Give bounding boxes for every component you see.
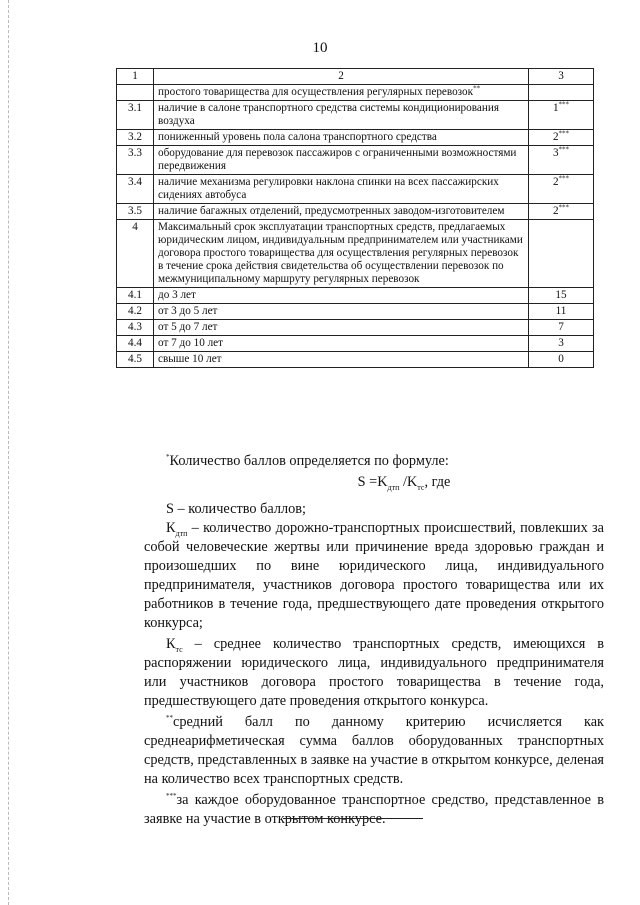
row-score-value: 1 — [552, 102, 559, 114]
row-score-mark: *** — [558, 100, 570, 109]
formula-post: , где — [424, 474, 451, 490]
k-dtp-sub: дтп — [175, 528, 188, 538]
k-dtp-letter: К — [166, 520, 176, 536]
row-criterion — [154, 146, 529, 175]
row-number: 3.3 — [117, 146, 154, 175]
row-criterion-mark: ** — [473, 84, 481, 93]
row-score — [529, 352, 594, 368]
row-criterion — [154, 175, 529, 204]
row-criterion — [154, 336, 529, 352]
row-score — [529, 175, 594, 204]
formula-pre: S =K — [357, 474, 388, 490]
k-ts-sub: тс — [175, 644, 183, 654]
row-score — [529, 130, 594, 146]
end-rule — [283, 818, 423, 819]
row-criterion — [154, 320, 529, 336]
row-score-value: 15 — [555, 289, 567, 301]
row-criterion-text: от 5 до 7 лет — [158, 321, 218, 333]
table-row — [117, 101, 594, 130]
footnote-1 — [144, 452, 604, 471]
row-score-value: 3 — [558, 337, 564, 349]
row-criterion — [154, 130, 529, 146]
row-number: 4.4 — [117, 336, 154, 352]
footnotes — [144, 452, 604, 829]
row-criterion-text: наличие в салоне транспортного средства системы кондиционирования воздуха — [158, 102, 499, 127]
formula-sub-dtp: дтп — [387, 482, 400, 492]
row-number: 4.3 — [117, 320, 154, 336]
footnote-1-text: Количество баллов определяется по формуле: — [169, 453, 449, 469]
row-criterion-text: наличие механизма регулировки наклона спинки на всех пассажирских сидениях автобуса — [158, 176, 499, 201]
row-score — [529, 336, 594, 352]
row-score — [529, 288, 594, 304]
row-criterion-text: от 7 до 10 лет — [158, 337, 224, 349]
table-row — [117, 220, 594, 288]
footnote-3-text: за каждое оборудованное транспортное средство, представленное в заявке на участие в открытом конкурсе. — [144, 792, 604, 827]
row-criterion — [154, 204, 529, 220]
row-criterion — [154, 304, 529, 320]
row-number: 3.1 — [117, 101, 154, 130]
table-row — [117, 288, 594, 304]
k-dtp-definition — [144, 519, 604, 633]
row-score — [529, 304, 594, 320]
row-number: 3.4 — [117, 175, 154, 204]
row-score-value: 3 — [552, 147, 559, 159]
table-row — [117, 130, 594, 146]
footnote-3 — [144, 791, 604, 829]
table-row — [117, 85, 594, 101]
footnote-1-mark: * — [166, 453, 170, 462]
row-score-mark: *** — [558, 129, 570, 138]
k-ts-text: – среднее количество транспортных средств, имеющихся в распоряжении юридического лица, индивидуального предпринимателя или участников договора простого товарищества в течение года, предшествующего дате проведения открытого конкурса. — [144, 636, 604, 709]
row-number: 4.2 — [117, 304, 154, 320]
table-header-row — [117, 69, 594, 85]
page-number: 10 — [312, 40, 328, 56]
row-number: 3.5 — [117, 204, 154, 220]
row-number: 4.5 — [117, 352, 154, 368]
k-dtp-text: – количество дорожно-транспортных происшествий, повлекших за собой человеческие жертвы или причинение вреда здоровью граждан и произошедших по вине юридического лица, индивидуального предпринимателя, участников договора простого товарищества или их работников в течение года, предшествующего дате проведения открытого конкурса; — [144, 520, 604, 631]
formula-mid: /K — [399, 474, 418, 490]
scan-margin-line — [8, 0, 9, 905]
table-row — [117, 146, 594, 175]
formula — [144, 473, 604, 492]
header-col-2: 2 — [154, 69, 529, 85]
row-score — [529, 146, 594, 175]
table-row — [117, 320, 594, 336]
row-score-value: 7 — [558, 321, 564, 333]
table-row — [117, 204, 594, 220]
header-col-3: 3 — [529, 69, 594, 85]
row-score-mark: *** — [558, 174, 570, 183]
row-criterion — [154, 288, 529, 304]
row-criterion-text: от 3 до 5 лет — [158, 305, 218, 317]
row-score-value: 2 — [552, 205, 559, 217]
formula-sub-ts: тс — [417, 482, 425, 492]
row-score — [529, 85, 594, 101]
row-criterion-text: простого товарищества для осуществления регулярных перевозок — [158, 86, 474, 98]
row-score-mark: *** — [558, 145, 570, 154]
row-score — [529, 320, 594, 336]
table-row — [117, 352, 594, 368]
footnote-3-mark: *** — [166, 792, 177, 801]
row-score-value: 11 — [555, 305, 567, 317]
row-criterion — [154, 352, 529, 368]
row-criterion — [154, 220, 529, 288]
table-row — [117, 336, 594, 352]
table-row — [117, 175, 594, 204]
row-criterion-text: наличие багажных отделений, предусмотренных заводом-изготовителем — [158, 205, 505, 217]
row-number: 4.1 — [117, 288, 154, 304]
row-score-value: 2 — [552, 131, 559, 143]
row-score — [529, 220, 594, 288]
criteria-table — [116, 68, 594, 368]
header-col-1: 1 — [117, 69, 154, 85]
row-score-mark: *** — [558, 203, 570, 212]
row-number: 3.2 — [117, 130, 154, 146]
row-criterion-text: Максимальный срок эксплуатации транспортных средств, предлагаемых юридическим лицом, индивидуальным предпринимателем или участниками договора простого товарищества для осуществления регулярных перевозок в течение срока действия свидетельства об осуществлении перевозок по межмуниципальному маршруту регулярных перевозок — [158, 221, 523, 285]
row-score-value: 0 — [558, 353, 564, 365]
k-ts-letter: К — [166, 636, 176, 652]
k-ts-definition — [144, 635, 604, 711]
row-score — [529, 204, 594, 220]
footnote-2-mark: ** — [166, 714, 173, 723]
row-criterion — [154, 85, 529, 101]
row-criterion-text: оборудование для перевозок пассажиров с ограниченными возможностями передвижения — [158, 147, 517, 172]
footnote-2 — [144, 713, 604, 789]
row-score-value: 2 — [552, 176, 559, 188]
table-row — [117, 304, 594, 320]
footnote-2-text: средний балл по данному критерию исчисляется как среднеарифметическая сумма баллов оборудованных транспортных средств, представленных в заявке на участие в открытом конкурсе, деленая на количество всех транспортных средств. — [144, 714, 604, 787]
row-criterion — [154, 101, 529, 130]
criteria-table-body — [117, 69, 594, 368]
row-criterion-text: пониженный уровень пола салона транспортного средства — [158, 131, 437, 143]
row-number — [117, 85, 154, 101]
row-criterion-text: до 3 лет — [158, 289, 196, 301]
row-number: 4 — [117, 220, 154, 288]
s-definition: S – количество баллов; — [166, 501, 306, 517]
row-score — [529, 101, 594, 130]
row-criterion-text: свыше 10 лет — [158, 353, 222, 365]
